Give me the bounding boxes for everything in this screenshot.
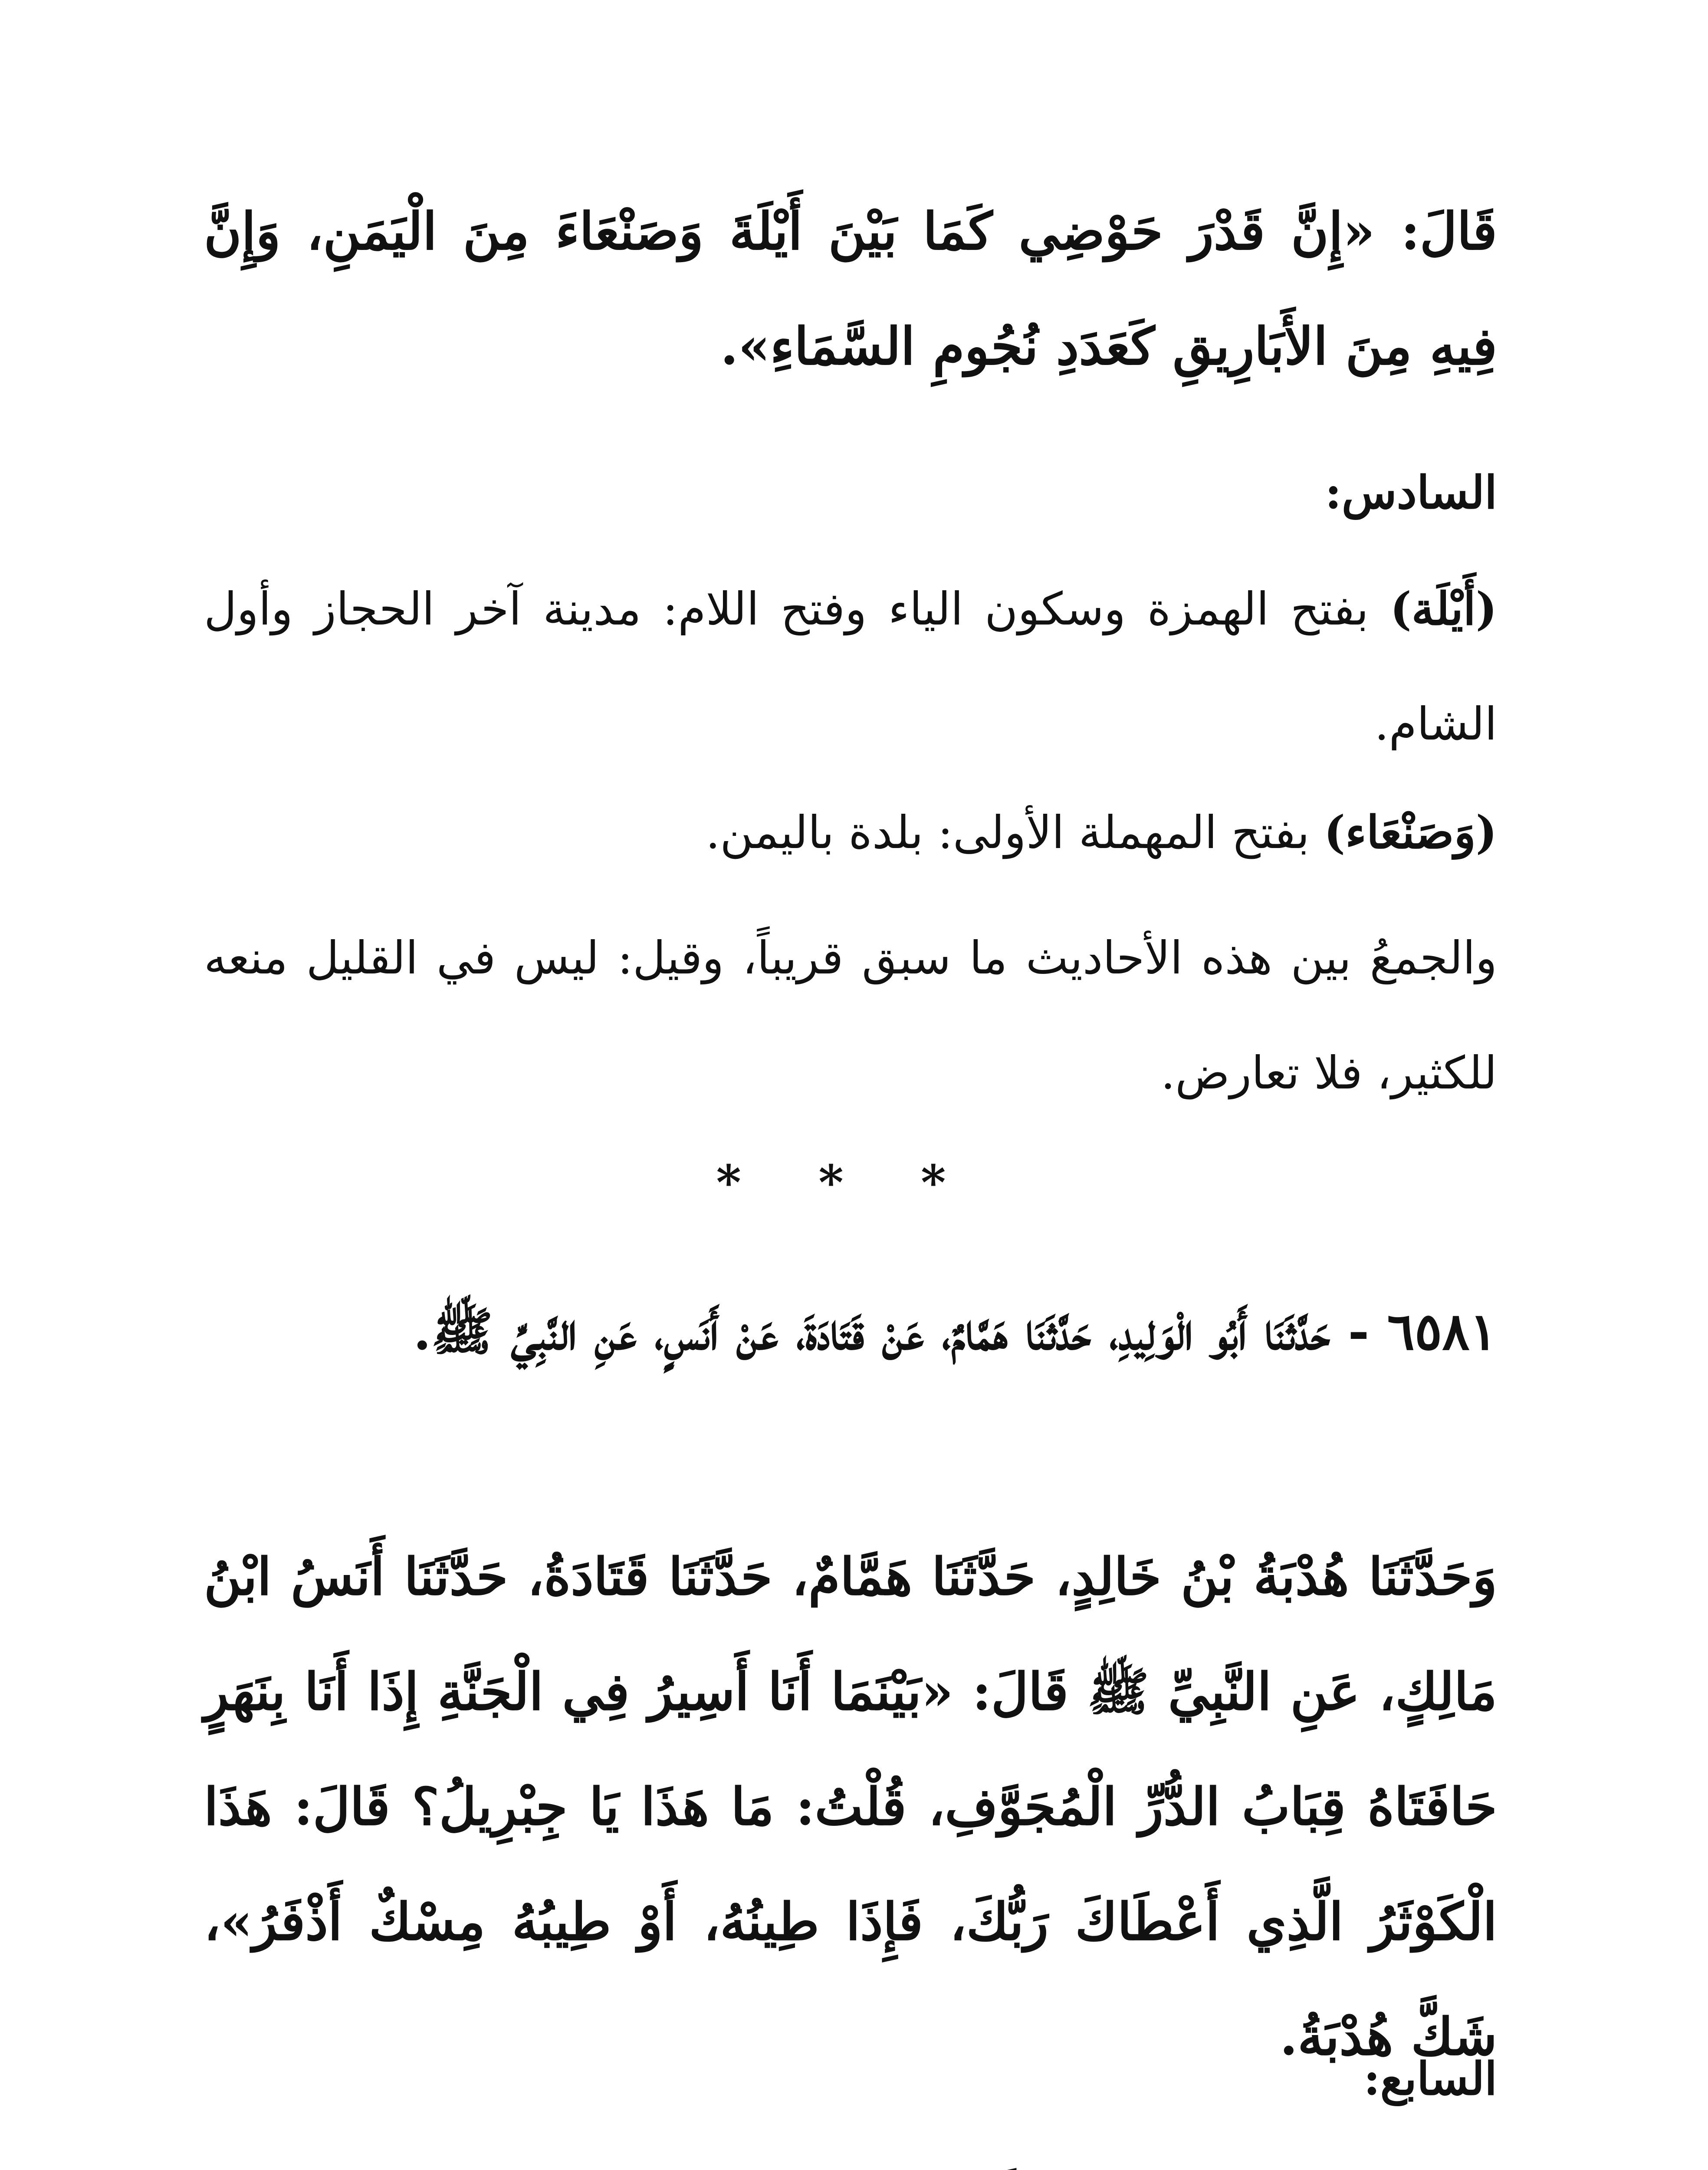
term-sanaa: (وَصَنْعَاء) [1324, 806, 1497, 859]
commentary-shahr [204, 2142, 1497, 2170]
heading-sixth-text: السادس: [1325, 466, 1497, 519]
commentary-reconciliation [204, 901, 1497, 1131]
commentary-sanaa [204, 775, 1497, 890]
commentary-ayla [204, 551, 1497, 782]
commentary-sanaa-text: بفتح المهملة الأولى: بلدة باليمن. [706, 806, 1324, 859]
hadith-6581-body-text: وَحَدَّثَنَا هُدْبَةُ بْنُ خَالِدٍ، حَدَّثَنَا هَمَّامٌ، حَدَّثَنَا قَتَادَةُ، حَدَّثَنَا أَنَسُ ابْنُ مَالِكٍ، عَنِ النَّبِيِّ ﷺ قَالَ: «بَيْنَمَا أَنَا أَسِيرُ فِي الْجَنَّةِ إِذَا أَنَا بِنَهَرٍ حَافَتَاهُ قِبَابُ الدُّرِّ الْمُجَوَّفِ، قُلْتُ: مَا هَذَا يَا جِبْرِيلُ؟ قَالَ: هَذَا الْكَوْثَرُ الَّذِي أَعْطَاكَ رَبُّكَ، فَإِذَا طِينُهُ، أَوْ طِيبُهُ مِسْكٌ أَذْفَرُ»، شَكَّ هُدْبَةُ. [204, 1546, 1497, 2067]
hadith-6581-chain [204, 1274, 1497, 1389]
heading-seventh-text: السابع: [1363, 2052, 1497, 2105]
term-ayla: (أَيْلَة) [1390, 582, 1497, 635]
section-heading-seventh [204, 2035, 1497, 2122]
hadith-continuation [204, 174, 1497, 404]
section-heading-sixth [204, 449, 1497, 536]
hadith-continuation-text: قَالَ: «إِنَّ قَدْرَ حَوْضِي كَمَا بَيْنَ أَيْلَةَ وَصَنْعَاءَ مِنَ الْيَمَنِ، وَإِنَّ فِيهِ مِنَ الأَبَارِيقِ كَعَدَدِ نُجُومِ السَّمَاءِ». [204, 201, 1497, 376]
hadith-6581-chain-text: ٦٥٨١ - حَدَّثَنَا أَبُو الْوَلِيدِ، حَدَّثَنَا هَمَّامٌ، عَنْ قَتَادَةَ، عَنْ أَنَسٍ، عَنِ النَّبِيِّ ﷺ. [413, 1301, 1497, 1361]
commentary-reconciliation-text: والجمعُ بين هذه الأحاديث ما سبق قريباً، وقيل: ليس في القليل منعه للكثير، فلا تعارض. [204, 931, 1497, 1099]
section-separator: * * * [716, 1154, 976, 1210]
hadith-6581-body [204, 1519, 1497, 2094]
commentary-ayla-text: بفتح الهمزة وسكون الياء وفتح اللام: مدينة آخر الحجاز وأول الشام. [204, 582, 1497, 750]
